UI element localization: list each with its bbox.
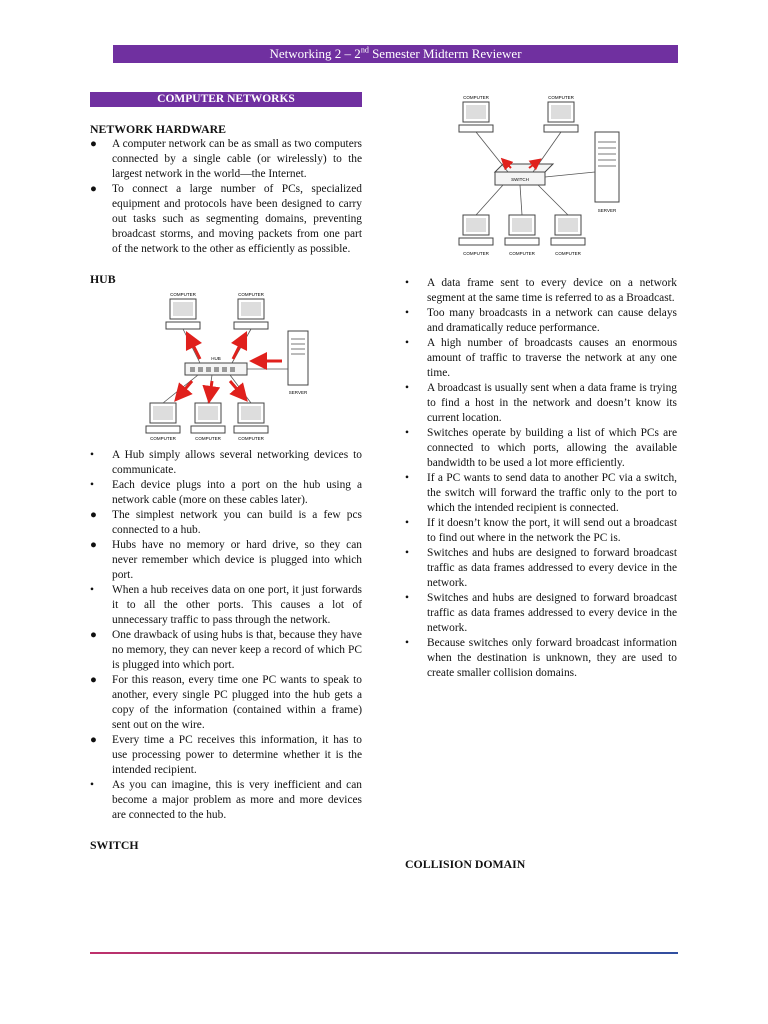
computer-icon [459,102,493,132]
bullet-text: Switches operate by building a list of which PCs are connected to which ports, allowing the available bandwidth to be used a lot more efficiently. [427,427,677,469]
list-item: • If a PC wants to send data to another PC via a switch, the switch will forward the traffic only to the port to which the intended recipient is connected. [405,472,677,514]
computer-icon [191,403,225,433]
computer-label: COMPUTER [548,95,574,100]
network-hardware-list [90,137,362,257]
bullet-text: A Hub simply allows several networking devices to communicate. [112,449,362,476]
bullet-text: To connect a large number of PCs, specialized equipment and protocols have been designed to carry out tasks such as segmenting domains, preventing broadcast storms, and moving packets from one part of the network to the other as efficiently as possible. [112,183,362,255]
bullet-text: As you can imagine, this is very inefficient and can become a major problem as more and more devices are connected to the hub. [112,779,362,821]
bullet-text: For this reason, every time one PC wants to speak to another, every single PC plugged into the hub gets a copy of the information (contained within a frame) sent out on the wire. [112,674,362,731]
bullet-text: A high number of broadcasts causes an enormous amount of traffic to traverse the network at any one time. [427,337,677,379]
list-item: • A Hub simply allows several networking devices to communicate. [90,449,362,476]
bullet-text: A computer network can be as small as two computers connected by a single cable (or wirelessly) to the largest network in the world—the Internet. [112,138,362,180]
bullet-text: The simplest network you can build is a few pcs connected to a hub. [112,509,362,536]
computer-label: COMPUTER [238,292,264,297]
list-item: • Switches and hubs are designed to forward broadcast traffic as data frames addressed to every device in the network. [405,547,677,589]
bullet-text: When a hub receives data on one port, it just forwards it to all the other ports. This causes a lot of unnecessary traffic to pass through the network. [112,584,362,626]
server-label: SERVER [597,208,617,213]
network-hardware-heading: NETWORK HARDWARE [90,122,227,136]
bullet-text: One drawback of using hubs is that, because they have no memory, they can never keep a record of which PC is plugged into which port. [112,629,362,671]
bullet-text: If it doesn’t know the port, it will send out a broadcast to find out where in the network the PC is. [427,517,677,544]
computer-label: COMPUTER [555,251,581,256]
computer-icon [544,102,578,132]
document-header [113,45,678,63]
header-title-sup: nd [360,45,369,55]
hub-diagram [90,289,362,444]
list-item: ● One drawback of using hubs is that, because they have no memory, they can never keep a record of which PC is plugged into which port. [90,629,362,671]
switch-heading: SWITCH [90,838,139,852]
list-item: ● Every time a PC receives this information, it has to use processing power to determine whether it is the intended recipient. [90,734,362,776]
right-column [405,92,677,871]
hub-device-icon [185,363,247,375]
bullet-text: If a PC wants to send data to another PC via a switch, the switch will forward the traffic only to the port to which the intended recipient is connected. [427,472,677,514]
bullet-text: Hubs have no memory or hard drive, so they can never remember which device is plugged into which port. [112,539,362,581]
computer-label: COMPUTER [509,251,535,256]
footer-divider [90,952,678,954]
computer-label: COMPUTER [195,436,221,441]
server-label: SERVER [288,390,308,395]
computer-icon [146,403,180,433]
switch-diagram [453,92,683,262]
hub-list [90,448,362,823]
hub-label: HUB [211,356,221,361]
header-title-post: Semester Midterm Reviewer [368,46,522,61]
list-item: • Too many broadcasts in a network can cause delays and dramatically reduce performance. [405,307,677,334]
header-title-pre: Networking 2 – 2 [269,46,361,61]
computer-label: COMPUTER [170,292,196,297]
left-column [90,92,362,853]
collision-domain-heading: COLLISION DOMAIN [405,857,526,871]
computer-label: COMPUTER [150,436,176,441]
computer-label: COMPUTER [463,95,489,100]
list-item: • A data frame sent to every device on a network segment at the same time is referred to as a Broadcast. [405,277,677,304]
bullet-text: A broadcast is usually sent when a data frame is trying to find a host in the network and doesn’t know its current location. [427,382,677,424]
server-icon [595,132,619,202]
list-item: • Because switches only forward broadcast information when the destination is unknown, they are used to create smaller collision domains. [405,637,677,679]
computer-icon [551,215,585,245]
list-item: • Each device plugs into a port on the hub using a network cable (more on these cables later). [90,479,362,506]
computer-icon [234,403,268,433]
list-item: • If it doesn’t know the port, it will send out a broadcast to find out where in the network the PC is. [405,517,677,544]
hub-heading: HUB [90,272,116,286]
switch-label: SWITCH [511,177,529,182]
computer-icon [459,215,493,245]
bullet-text: Because switches only forward broadcast information when the destination is unknown, they are used to create smaller collision domains. [427,637,677,679]
bullet-text: Switches and hubs are designed to forward broadcast traffic as data frames addressed to every device in the network. [427,592,677,634]
list-item: ● The simplest network you can build is a few pcs connected to a hub. [90,509,362,536]
list-item: ● A computer network can be as small as two computers connected by a single cable (or wirelessly) to the largest network in the world—the Internet. [90,138,362,180]
bullet-text: Too many broadcasts in a network can cause delays and dramatically reduce performance. [427,307,677,334]
bullet-text: Switches and hubs are designed to forward broadcast traffic as data frames addressed to every device in the network. [427,547,677,589]
list-item: • As you can imagine, this is very inefficient and can become a major problem as more and more devices are connected to the hub. [90,779,362,821]
list-item: ● For this reason, every time one PC wants to speak to another, every single PC plugged into the hub gets a copy of the information (contained within a frame) sent out on the wire. [90,674,362,731]
bullet-text: Every time a PC receives this information, it has to use processing power to determine whether it is the intended recipient. [112,734,362,776]
list-item: • Switches operate by building a list of which PCs are connected to which ports, allowing the available bandwidth to be used a lot more efficiently. [405,427,677,469]
computer-label: COMPUTER [238,436,264,441]
computer-icon [234,299,268,329]
bullet-text: A data frame sent to every device on a network segment at the same time is referred to as a Broadcast. [427,277,677,304]
list-item: • A broadcast is usually sent when a data frame is trying to find a host in the network and doesn’t know its current location. [405,382,677,424]
list-item: ● To connect a large number of PCs, specialized equipment and protocols have been designed to carry out tasks such as segmenting domains, preventing broadcast storms, and moving packets from one part of the network to the other as efficiently as possible. [90,183,362,255]
section-title: COMPUTER NETWORKS [90,92,362,107]
list-item: • A high number of broadcasts causes an enormous amount of traffic to traverse the network at any one time. [405,337,677,379]
list-item: • Switches and hubs are designed to forward broadcast traffic as data frames addressed to every device in the network. [405,592,677,634]
server-icon [288,331,308,385]
computer-icon [166,299,200,329]
switch-list [405,276,677,681]
computer-icon [505,215,539,245]
list-item: • When a hub receives data on one port, it just forwards it to all the other ports. This causes a lot of unnecessary traffic to pass through the network. [90,584,362,626]
computer-label: COMPUTER [463,251,489,256]
bullet-text: Each device plugs into a port on the hub using a network cable (more on these cables later). [112,479,362,506]
list-item: ● Hubs have no memory or hard drive, so they can never remember which device is plugged into which port. [90,539,362,581]
